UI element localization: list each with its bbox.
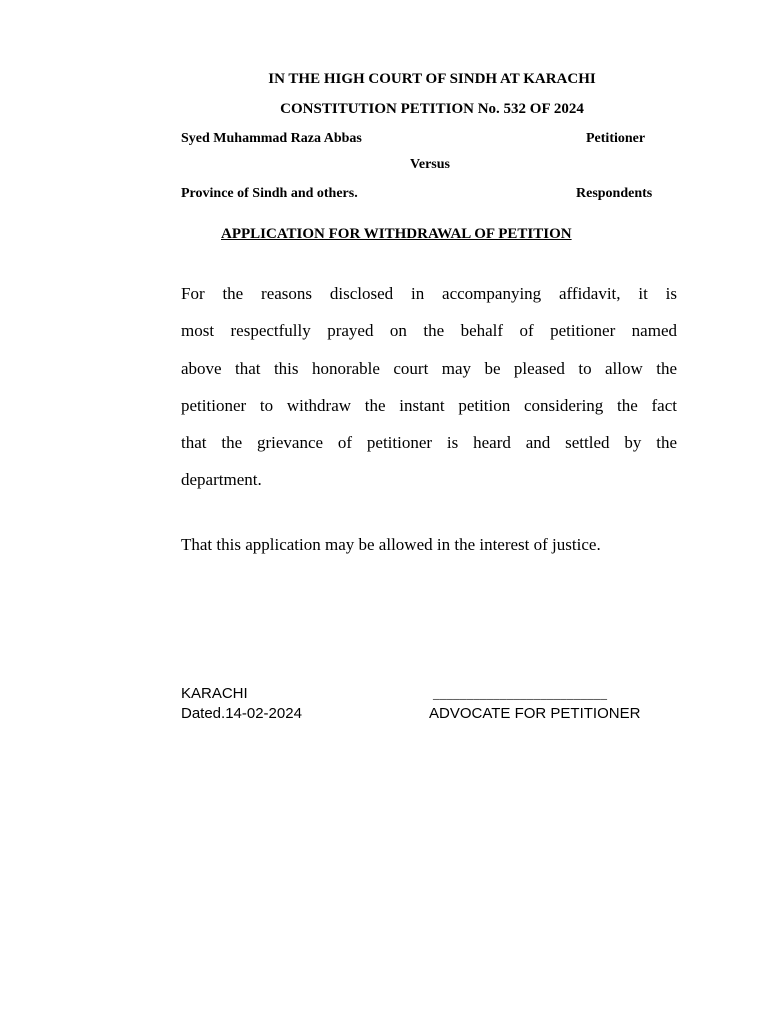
signatory-label: ADVOCATE FOR PETITIONER <box>429 705 641 722</box>
body-line: department. <box>181 470 262 490</box>
body-line: that the grievance of petitioner is heard and settled by the <box>181 433 677 453</box>
footer-place: KARACHI <box>181 685 248 702</box>
petitioner-name: Syed Muhammad Raza Abbas <box>181 131 362 146</box>
court-title: IN THE HIGH COURT OF SINDH AT KARACHI <box>268 71 596 87</box>
application-body <box>181 275 677 499</box>
body-line: petitioner to withdraw the instant petition considering the fact <box>181 395 677 415</box>
versus-label: Versus <box>410 157 450 172</box>
closing-prayer: That this application may be allowed in the interest of justice. <box>181 535 601 554</box>
body-line: For the reasons disclosed in accompanying affidavit, it is <box>181 284 677 303</box>
body-line: most respectfully prayed on the behalf of petitioner named <box>181 321 677 341</box>
body-line: above that this honorable court may be pleased to allow the <box>181 358 677 378</box>
petitioner-role: Petitioner <box>586 131 646 146</box>
application-title: APPLICATION FOR WITHDRAWAL OF PETITION <box>221 226 572 242</box>
respondent-name: Province of Sindh and others. <box>181 186 358 201</box>
petition-number: CONSTITUTION PETITION No. 532 OF 2024 <box>280 101 584 117</box>
signature-line: __________________________ <box>433 686 608 701</box>
respondent-role: Respondents <box>576 186 653 201</box>
footer-date: Dated.14-02-2024 <box>181 705 302 722</box>
